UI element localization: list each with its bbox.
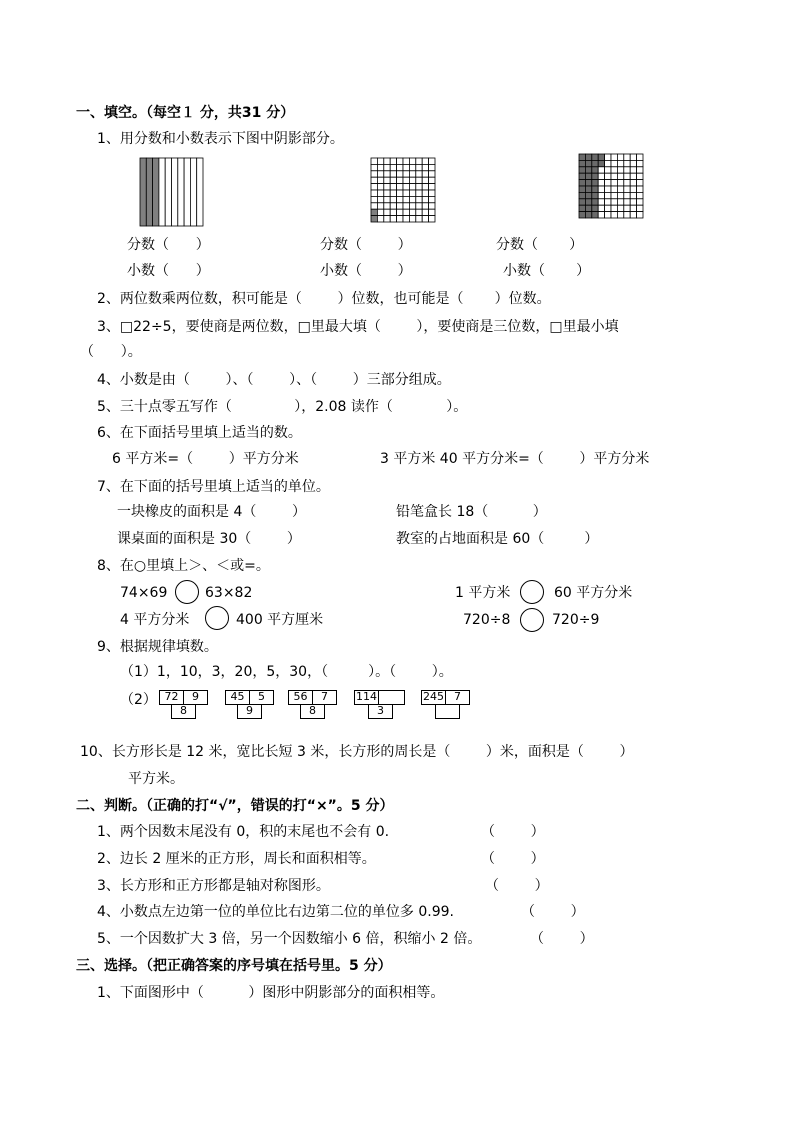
grid-cell: [390, 216, 396, 222]
grid-cell: [403, 177, 409, 183]
question-3-cont: （ ）。: [80, 344, 142, 360]
question-8: 8、在○里填上＞、＜或=。: [97, 558, 270, 574]
grid-cell: [384, 216, 390, 222]
grid-cell: [579, 186, 585, 192]
grid-cell: [592, 192, 598, 198]
grid-cell: [624, 167, 630, 173]
strip-cell: [178, 158, 184, 226]
grid-cell: [630, 186, 636, 192]
grid-cell: [579, 180, 585, 186]
judge-paren-3[interactable]: （ ）: [485, 878, 549, 894]
question-6: 6、在下面括号里填上适当的数。: [97, 425, 302, 441]
judge-paren-1[interactable]: （ ）: [481, 824, 545, 840]
grid-cell: [624, 160, 630, 166]
grid-cell: [384, 184, 390, 190]
grid-cell: [630, 160, 636, 166]
grid-cell: [637, 180, 643, 186]
grid-cell: [409, 216, 415, 222]
judge-paren-4[interactable]: （ ）: [521, 904, 585, 920]
grid-cell: [416, 203, 422, 209]
grid-cell: [585, 192, 591, 198]
grid-cell: [403, 209, 409, 215]
grid-cell: [611, 199, 617, 205]
question-6b: 3 平方米 40 平方分米=（ ）平方分米: [380, 451, 650, 467]
compare-circle-8d[interactable]: [520, 608, 544, 632]
strip-cell: [140, 158, 146, 226]
grid-cell: [585, 167, 591, 173]
grid-cell: [630, 212, 636, 218]
grid-cell: [605, 199, 611, 205]
grid-cell: [579, 173, 585, 179]
compare-8a-left: 74×69: [120, 585, 168, 601]
grid-cell: [598, 205, 604, 211]
grid-cell: [422, 196, 428, 202]
grid-cell: [429, 216, 435, 222]
grid-cell: [403, 184, 409, 190]
grid-cell: [630, 199, 636, 205]
grid-cell: [624, 154, 630, 160]
grid-cell: [611, 167, 617, 173]
question-1: 1、用分数和小数表示下图中阴影部分。: [97, 131, 344, 147]
grid-cell: [403, 196, 409, 202]
question-9: 9、根据规律填数。: [97, 639, 218, 655]
grid-cell: [617, 154, 623, 160]
grid-cell: [390, 196, 396, 202]
grid-cell: [397, 196, 403, 202]
pattern-box-5-c[interactable]: [435, 704, 460, 719]
strip-cell: [197, 158, 203, 226]
compare-8a-right: 63×82: [205, 585, 253, 601]
pattern-box-1-c: 8: [171, 704, 196, 719]
grid-cell: [397, 184, 403, 190]
question-7d: 教室的占地面积是 60（ ）: [396, 531, 599, 547]
grid-cell: [585, 160, 591, 166]
strip-cell: [190, 158, 196, 226]
grid-cell: [403, 216, 409, 222]
grid-cell: [371, 164, 377, 170]
grid-cell: [585, 199, 591, 205]
grid-cell: [624, 192, 630, 198]
grid-cell: [409, 158, 415, 164]
grid-cell: [377, 203, 383, 209]
grid-cell: [624, 186, 630, 192]
grid-cell: [397, 216, 403, 222]
grid-cell: [422, 184, 428, 190]
grid-cell: [416, 177, 422, 183]
grid-cell: [598, 173, 604, 179]
grid-cell: [422, 171, 428, 177]
grid-cell: [611, 154, 617, 160]
grid-cell: [585, 205, 591, 211]
grid-cell: [371, 177, 377, 183]
grid-cell: [422, 177, 428, 183]
grid-cell: [409, 209, 415, 215]
grid-cell: [605, 160, 611, 166]
grid-cell: [611, 180, 617, 186]
fraction-label-2: 分数（ ）: [320, 237, 412, 253]
grid-cell: [403, 158, 409, 164]
grid-cell: [416, 216, 422, 222]
grid-cell: [585, 180, 591, 186]
grid-cell: [429, 190, 435, 196]
pattern-box-2-b: 5: [249, 690, 274, 705]
grid-cell: [637, 160, 643, 166]
grid-cell: [598, 180, 604, 186]
grid-cell: [637, 205, 643, 211]
grid-cell: [371, 190, 377, 196]
grid-cell: [579, 205, 585, 211]
grid-cell: [605, 154, 611, 160]
judge-item-4: 4、小数点左边第一位的单位比右边第二位的单位多 0.99.: [97, 904, 454, 920]
grid-cell: [617, 173, 623, 179]
grid-cell: [390, 184, 396, 190]
strip-cell: [165, 158, 171, 226]
grid-cell: [409, 203, 415, 209]
grid-cell: [416, 209, 422, 215]
figure-grid-2: [371, 158, 435, 222]
grid-cell: [617, 192, 623, 198]
grid-cell: [630, 167, 636, 173]
grid-cell: [592, 199, 598, 205]
grid-cell: [371, 196, 377, 202]
grid-cell: [617, 186, 623, 192]
grid-cell: [403, 164, 409, 170]
grid-cell: [409, 196, 415, 202]
grid-cell: [397, 190, 403, 196]
grid-cell: [592, 167, 598, 173]
grid-cell: [377, 171, 383, 177]
section3-title: 三、选择。（把正确答案的序号填在括号里。5 分）: [76, 958, 392, 974]
grid-cell: [617, 199, 623, 205]
pattern-box-1-b: 9: [183, 690, 208, 705]
grid-cell: [592, 212, 598, 218]
question-7b: 铅笔盒长 18（ ）: [396, 504, 547, 520]
grid-cell: [390, 203, 396, 209]
pattern-box-1-a: 72: [159, 690, 184, 705]
grid-cell: [416, 164, 422, 170]
grid-cell: [403, 203, 409, 209]
grid-cell: [377, 164, 383, 170]
grid-cell: [592, 160, 598, 166]
grid-cell: [403, 190, 409, 196]
grid-cell: [592, 180, 598, 186]
grid-cell: [611, 160, 617, 166]
pattern-box-4-c: 3: [368, 704, 393, 719]
judge-item-2: 2、边长 2 厘米的正方形，周长和面积相等。: [97, 851, 376, 867]
strip-cell: [172, 158, 178, 226]
grid-cell: [377, 196, 383, 202]
grid-cell: [390, 171, 396, 177]
grid-cell: [429, 196, 435, 202]
grid-cell: [422, 203, 428, 209]
grid-cell: [592, 186, 598, 192]
grid-cell: [409, 190, 415, 196]
decimal-label-2: 小数（ ）: [320, 263, 412, 279]
grid-cell: [429, 158, 435, 164]
grid-cell: [605, 192, 611, 198]
grid-cell: [371, 171, 377, 177]
grid-cell: [384, 196, 390, 202]
pattern-box-2-c: 9: [237, 704, 262, 719]
grid-cell: [579, 160, 585, 166]
grid-cell: [637, 199, 643, 205]
grid-cell: [429, 177, 435, 183]
grid-cell: [429, 171, 435, 177]
grid-cell: [384, 171, 390, 177]
decimal-label-3: 小数（ ）: [503, 263, 591, 279]
grid-cell: [624, 212, 630, 218]
decimal-label-1: 小数（ ）: [127, 263, 210, 279]
figure-grid-3: [579, 154, 643, 218]
grid-cell: [630, 192, 636, 198]
pattern-box-5-a: 245: [423, 690, 444, 703]
grid-cell: [371, 184, 377, 190]
judge-item-5: 5、一个因数扩大 3 倍，另一个因数缩小 6 倍，积缩小 2 倍。: [97, 931, 482, 947]
question-7c: 课桌面的面积是 30（ ）: [117, 531, 301, 547]
grid-cell: [579, 154, 585, 160]
grid-cell: [624, 199, 630, 205]
grid-cell: [605, 212, 611, 218]
question-4: 4、小数是由（ ）、（ ）、（ ）三部分组成。: [97, 372, 451, 388]
question-2: 2、两位数乘两位数，积可能是（ ）位数，也可能是（ ）位数。: [97, 291, 551, 307]
question-10: 10、长方形长是 12 米，宽比长短 3 米，长方形的周长是（ ）米，面积是（ ）: [80, 744, 634, 760]
grid-cell: [371, 158, 377, 164]
compare-circle-8c[interactable]: [205, 606, 229, 630]
grid-cell: [416, 184, 422, 190]
pattern-box-3-c: 8: [300, 704, 325, 719]
grid-cell: [384, 164, 390, 170]
grid-cell: [403, 171, 409, 177]
question-7a: 一块橡皮的面积是 4（ ）: [117, 504, 306, 520]
grid-cell: [371, 203, 377, 209]
grid-cell: [377, 184, 383, 190]
judge-item-3: 3、长方形和正方形都是轴对称图形。: [97, 878, 330, 894]
grid-cell: [384, 203, 390, 209]
grid-cell: [377, 158, 383, 164]
grid-cell: [390, 209, 396, 215]
grid-cell: [377, 209, 383, 215]
strip-cell: [159, 158, 165, 226]
grid-cell: [409, 164, 415, 170]
grid-cell: [585, 186, 591, 192]
question-9-1: （1）1，10，3，20，5，30，（ ）。（ ）。: [120, 664, 453, 680]
grid-cell: [371, 216, 377, 222]
grid-cell: [429, 203, 435, 209]
grid-cell: [422, 216, 428, 222]
grid-cell: [637, 154, 643, 160]
pattern-box-3-a: 56: [288, 690, 313, 705]
judge-paren-2[interactable]: （ ）: [481, 851, 545, 867]
grid-cell: [585, 212, 591, 218]
grid-cell: [390, 190, 396, 196]
question-3: 3、□22÷5，要使商是两位数，□里最大填（ ），要使商是三位数，□里最小填: [97, 319, 619, 335]
strip-cell: [184, 158, 190, 226]
grid-cell: [397, 177, 403, 183]
grid-cell: [617, 160, 623, 166]
pattern-box-5-b: 7: [445, 690, 470, 705]
grid-cell: [630, 154, 636, 160]
compare-8c-left: 4 平方分米: [120, 612, 190, 628]
grid-cell: [416, 190, 422, 196]
grid-cell: [617, 180, 623, 186]
grid-cell: [611, 192, 617, 198]
grid-cell: [579, 192, 585, 198]
grid-cell: [598, 199, 604, 205]
question-9-2-label: （2）: [120, 692, 157, 708]
grid-cell: [605, 173, 611, 179]
grid-cell: [611, 186, 617, 192]
grid-cell: [592, 173, 598, 179]
grid-cell: [624, 180, 630, 186]
grid-cell: [605, 205, 611, 211]
grid-cell: [637, 167, 643, 173]
grid-cell: [605, 167, 611, 173]
grid-cell: [384, 158, 390, 164]
grid-cell: [429, 209, 435, 215]
grid-cell: [429, 164, 435, 170]
judge-item-1: 1、两个因数末尾没有 0，积的末尾也不会有 0.: [97, 824, 390, 840]
figure-strips: [140, 158, 203, 226]
grid-cell: [611, 212, 617, 218]
grid-cell: [579, 212, 585, 218]
compare-8b-right: 60 平方分米: [554, 585, 633, 601]
grid-cell: [598, 154, 604, 160]
grid-cell: [611, 205, 617, 211]
grid-cell: [390, 164, 396, 170]
grid-cell: [598, 212, 604, 218]
grid-cell: [637, 173, 643, 179]
pattern-box-3-b: 7: [312, 690, 337, 705]
grid-cell: [585, 154, 591, 160]
grid-cell: [605, 180, 611, 186]
grid-cell: [422, 158, 428, 164]
grid-cell: [422, 190, 428, 196]
grid-cell: [579, 199, 585, 205]
grid-cell: [429, 184, 435, 190]
grid-cell: [384, 177, 390, 183]
fraction-label-1: 分数（ ）: [127, 237, 210, 253]
grid-cell: [390, 158, 396, 164]
grid-cell: [579, 167, 585, 173]
grid-cell: [422, 164, 428, 170]
grid-cell: [592, 205, 598, 211]
question-5: 5、三十点零五写作（ ），2.08 读作（ ）。: [97, 399, 468, 415]
compare-8d-right: 720÷9: [552, 612, 600, 628]
grid-cell: [592, 154, 598, 160]
grid-cell: [416, 196, 422, 202]
grid-cell: [397, 203, 403, 209]
grid-cell: [416, 158, 422, 164]
choice-question-1: 1、下面图形中（ ）图形中阴影部分的面积相等。: [97, 985, 445, 1001]
grid-cell: [598, 167, 604, 173]
grid-cell: [397, 158, 403, 164]
grid-cell: [377, 216, 383, 222]
grid-cell: [617, 212, 623, 218]
grid-cell: [377, 190, 383, 196]
grid-cell: [598, 186, 604, 192]
grid-cell: [416, 171, 422, 177]
pattern-box-4-b[interactable]: [378, 690, 405, 705]
grid-cell: [371, 209, 377, 215]
pattern-box-2-a: 45: [225, 690, 250, 705]
grid-cell: [598, 192, 604, 198]
question-10-cont: 平方米。: [128, 771, 184, 787]
grid-cell: [390, 177, 396, 183]
grid-cell: [409, 171, 415, 177]
grid-cell: [611, 173, 617, 179]
pattern-box-4-a: 114: [356, 690, 377, 703]
strip-cell: [153, 158, 159, 226]
grid-cell: [397, 164, 403, 170]
compare-circle-8b[interactable]: [520, 580, 544, 604]
compare-circle-8a[interactable]: [175, 580, 199, 604]
grid-cell: [598, 160, 604, 166]
grid-cell: [624, 173, 630, 179]
question-6a: 6 平方米=（ ）平方分米: [112, 451, 299, 467]
grid-cell: [409, 177, 415, 183]
grid-cell: [637, 192, 643, 198]
grid-cell: [422, 209, 428, 215]
grid-cell: [384, 209, 390, 215]
grid-cell: [630, 205, 636, 211]
compare-8d-left: 720÷8: [463, 612, 511, 628]
fraction-label-3: 分数（ ）: [496, 237, 584, 253]
grid-cell: [384, 190, 390, 196]
grid-cell: [630, 180, 636, 186]
compare-8c-right: 400 平方厘米: [236, 612, 324, 628]
grid-cell: [585, 173, 591, 179]
grid-cell: [617, 205, 623, 211]
grid-cell: [630, 173, 636, 179]
grid-cell: [409, 184, 415, 190]
grid-cell: [377, 177, 383, 183]
grid-cell: [624, 205, 630, 211]
grid-cell: [617, 167, 623, 173]
question-7: 7、在下面的括号里填上适当的单位。: [97, 479, 330, 495]
section2-title: 二、判断。（正确的打“√”，错误的打“×”。5 分）: [76, 798, 394, 814]
grid-cell: [637, 212, 643, 218]
judge-paren-5[interactable]: （ ）: [530, 931, 594, 947]
compare-8b-left: 1 平方米: [455, 585, 511, 601]
grid-cell: [637, 186, 643, 192]
grid-cell: [397, 209, 403, 215]
grid-cell: [397, 171, 403, 177]
grid-cell: [605, 186, 611, 192]
section1-title: 一、填空。（每空１ 分，共31 分）: [76, 105, 295, 121]
strip-cell: [146, 158, 152, 226]
